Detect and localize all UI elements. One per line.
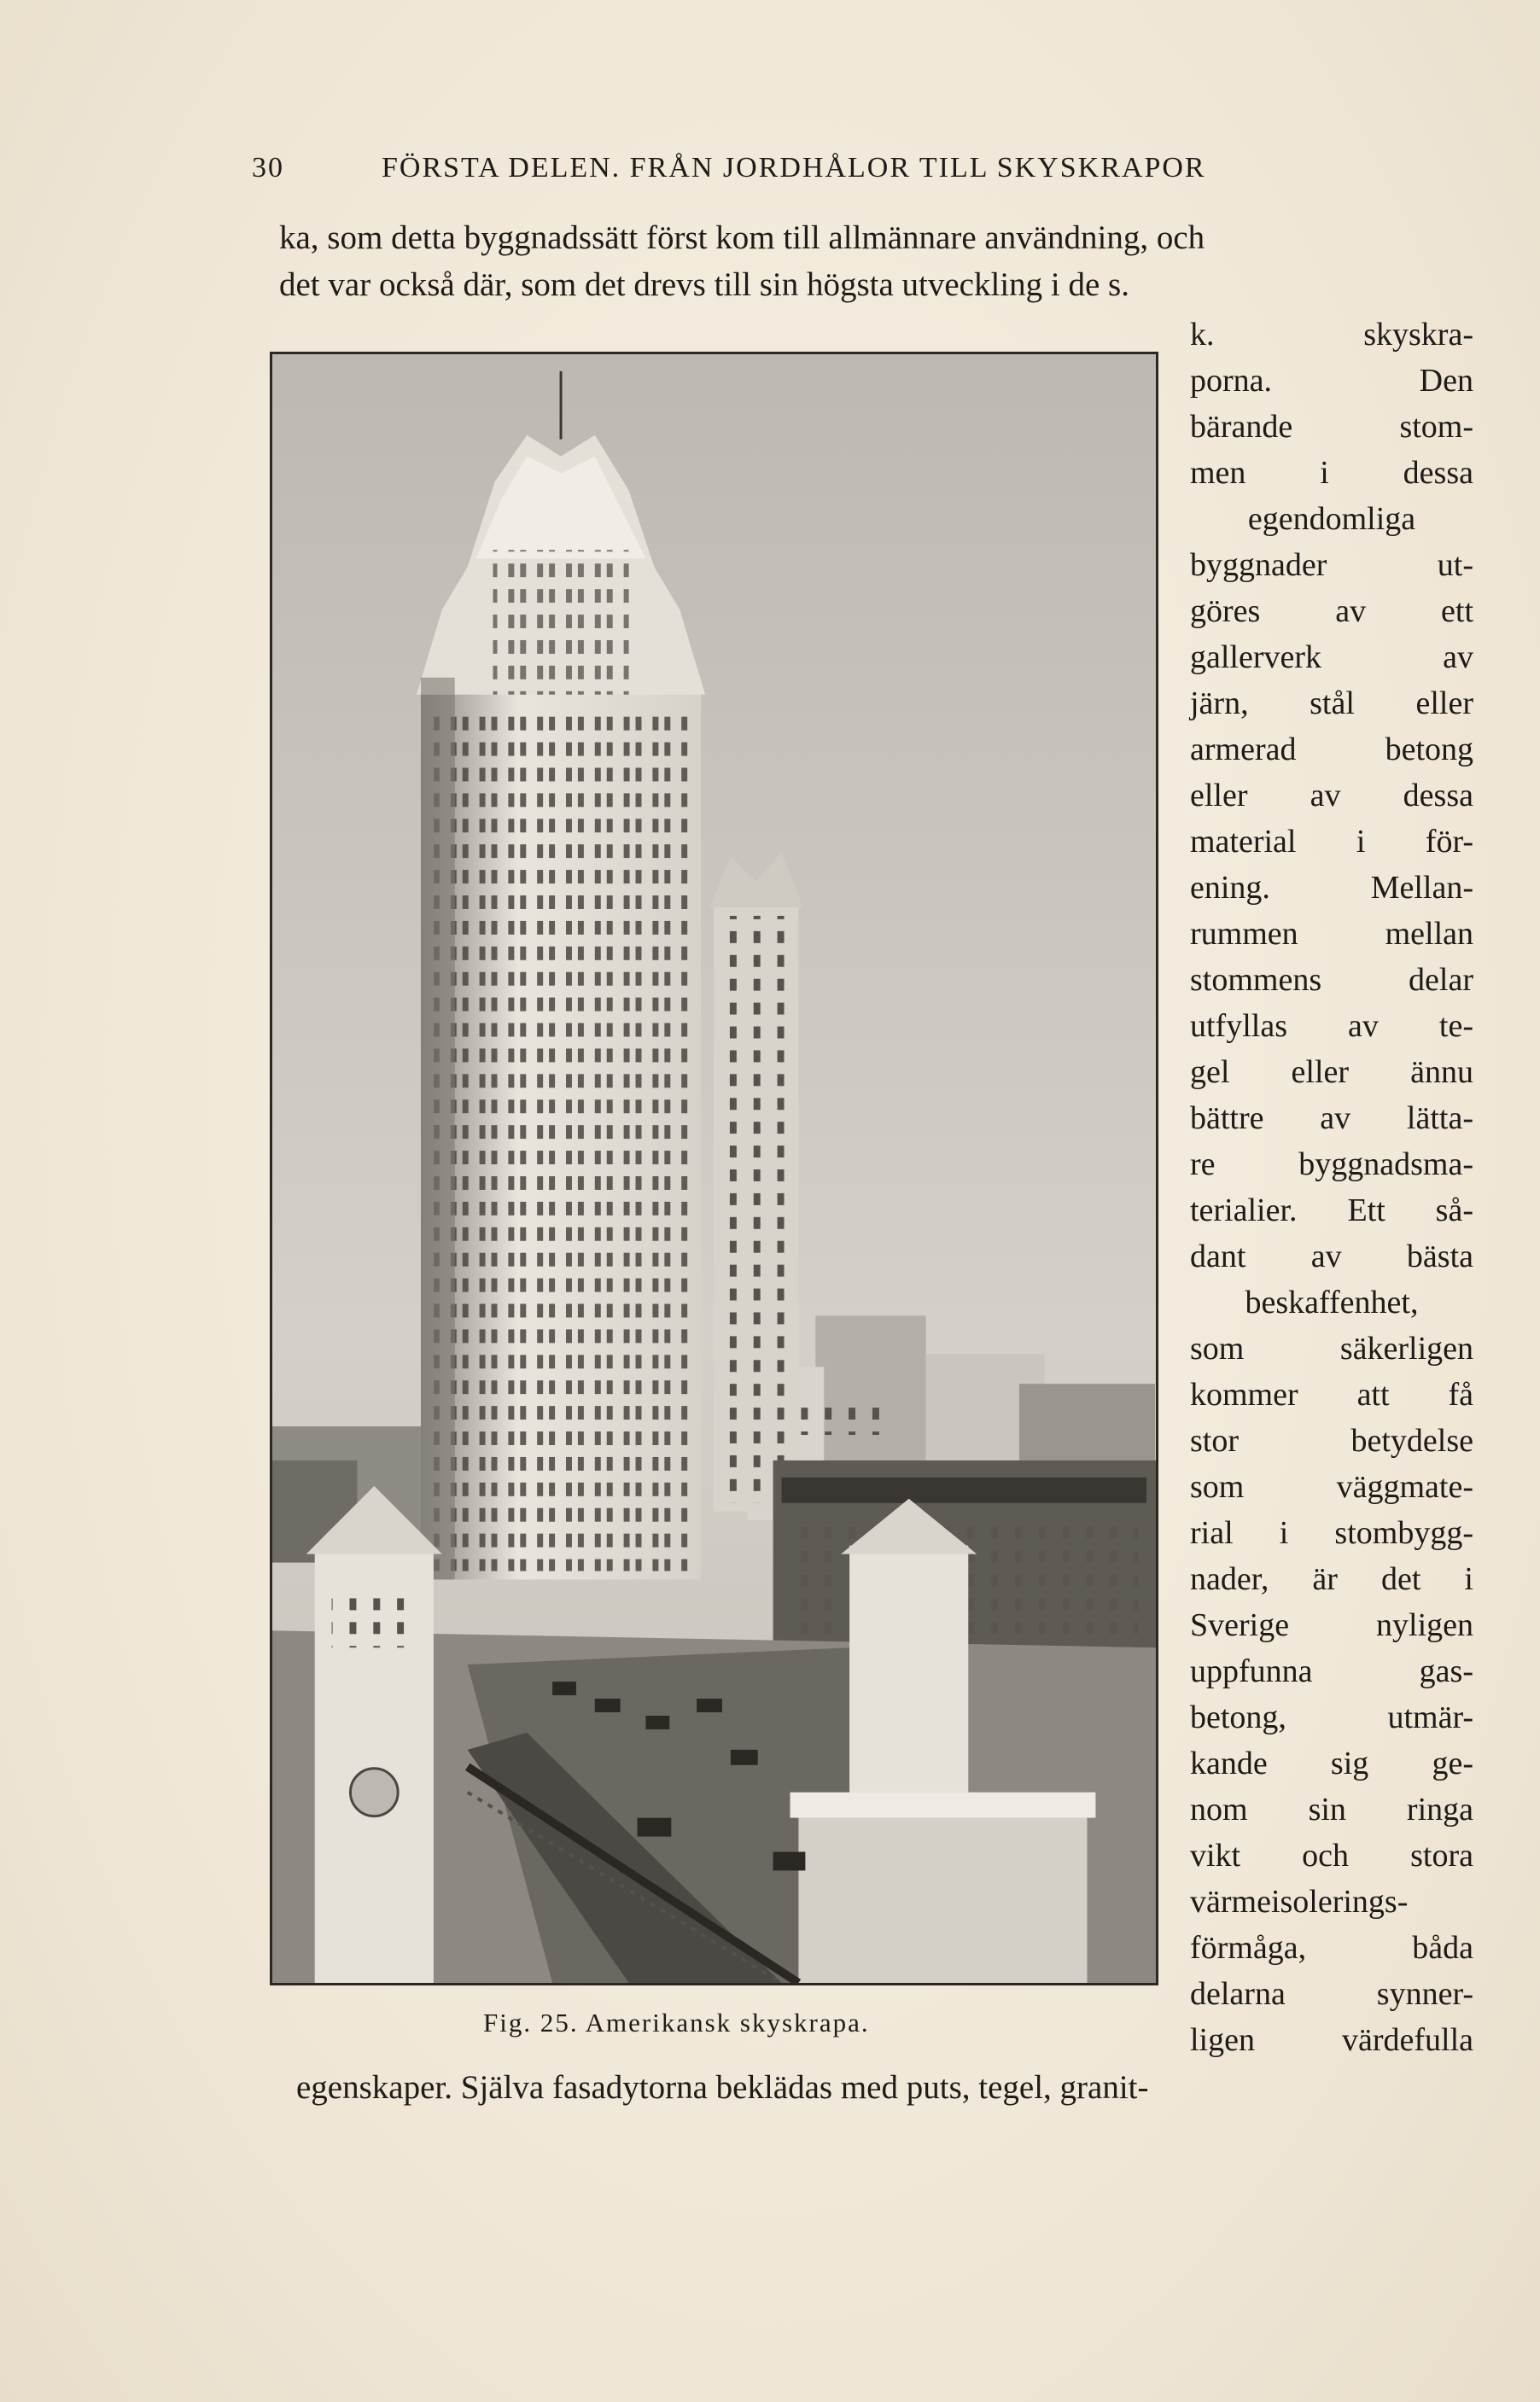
side-line: kande sig ge- [1190, 1746, 1473, 1781]
side-line: rummen mellan [1190, 916, 1473, 952]
side-line: som säkerligen [1190, 1331, 1473, 1367]
side-line: bättre av lätta- [1190, 1100, 1473, 1136]
side-line: Sverige nyligen [1190, 1607, 1473, 1643]
page-number: 30 [252, 152, 284, 184]
side-line: eller av dessa [1190, 778, 1473, 813]
side-line: kommer att få [1190, 1377, 1473, 1413]
side-column-text [1190, 312, 1473, 2063]
side-line: som väggmate- [1190, 1469, 1473, 1505]
side-line: material i för- [1190, 824, 1473, 860]
body-line-2: det var också där, som det drevs till sin högsta utveckling i de s. [279, 266, 1129, 303]
side-line: göres av ett [1190, 593, 1473, 629]
running-title: FÖRSTA DELEN. FRÅN JORDHÅLOR TILL SKYSKRAPOR [382, 152, 1206, 184]
side-line: värmeisolerings- [1190, 1884, 1409, 1920]
side-line: järn, stål eller [1190, 685, 1473, 721]
side-line: k. skyskra- [1190, 317, 1473, 353]
side-line: nom sin ringa [1190, 1792, 1473, 1828]
side-line: gallerverk av [1190, 639, 1473, 675]
side-line: armerad betong [1190, 732, 1473, 767]
side-line: ligen värdefulla [1190, 2022, 1473, 2058]
side-line: re byggnadsma- [1190, 1146, 1473, 1182]
side-line: byggnader ut- [1190, 547, 1473, 583]
side-line: nader, är det i [1190, 1561, 1473, 1597]
side-line: dant av bästa [1190, 1239, 1473, 1274]
body-line-1: ka, som detta byggnadssätt först kom till allmännare användning, och [279, 219, 1205, 256]
side-line: men i dessa [1190, 455, 1473, 491]
side-line: vikt och stora [1190, 1838, 1473, 1874]
side-line: rial i stombygg- [1190, 1515, 1473, 1551]
photo-illustration [272, 354, 1156, 1983]
side-line: uppfunna gas- [1190, 1653, 1473, 1689]
side-line: terialier. Ett så- [1190, 1192, 1473, 1228]
side-line: bärande stom- [1190, 409, 1473, 445]
side-line: porna. Den [1190, 363, 1473, 399]
side-line: egendomliga [1247, 501, 1416, 537]
side-line: betong, utmär- [1190, 1699, 1473, 1735]
side-line: delarna synner- [1190, 1976, 1473, 2012]
side-line: utfyllas av te- [1190, 1008, 1473, 1044]
body-last-line: egenskaper. Själva fasadytorna beklädas med puts, tegel, granit- [296, 2069, 1149, 2106]
side-line: stommens delar [1190, 962, 1473, 998]
side-line: stor betydelse [1190, 1423, 1473, 1459]
figure-caption: Fig. 25. Amerikansk skyskrapa. [483, 2008, 870, 2038]
side-line: beskaffenhet, [1245, 1285, 1419, 1321]
skyscraper-photo [270, 352, 1158, 1985]
side-line: ening. Mellan- [1190, 870, 1473, 906]
side-line: gel eller ännu [1190, 1054, 1473, 1090]
side-line: förmåga, båda [1190, 1930, 1473, 1966]
